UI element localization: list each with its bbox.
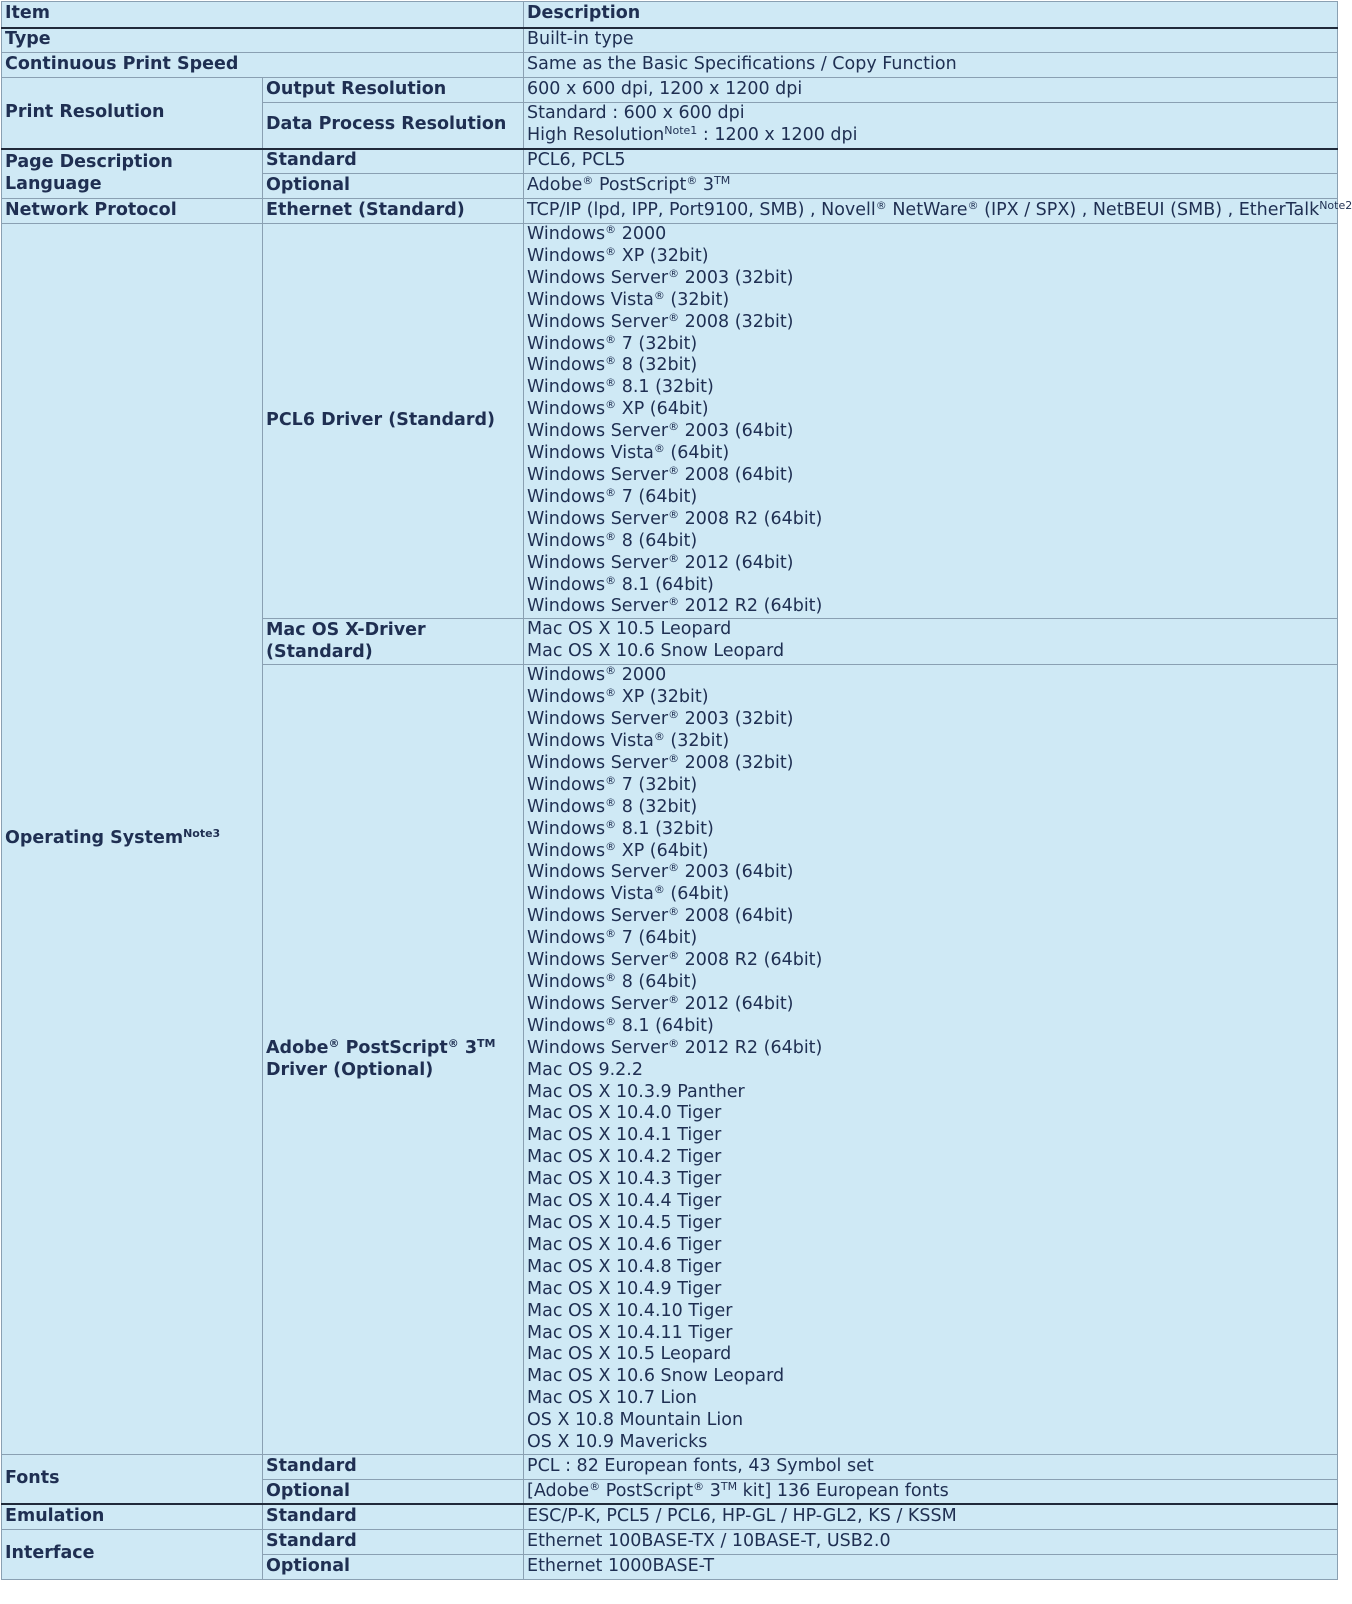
print-resolution-row: [2, 78, 1338, 103]
os-list-item: Mac OS X 10.6 Snow Leopard: [527, 641, 785, 662]
os-list-item: Mac OS X 10.4.2 Tiger: [527, 1147, 722, 1168]
os-list-item: [527, 377, 1337, 399]
data-process-label: Data Process Resolution: [263, 103, 524, 149]
interface-standard-row: [2, 1529, 1338, 1554]
os-name: Windows Server: [527, 1037, 669, 1058]
os-version: 2012 R2 (64bit): [679, 1037, 823, 1058]
fonts-optional-value: [524, 1479, 1338, 1504]
os-list-item: Mac OS X 10.6 Snow Leopard: [527, 1366, 785, 1387]
os-list-item: Mac OS X 10.5 Leopard: [527, 1344, 732, 1365]
os-name: Windows Vista: [527, 443, 654, 464]
interface-optional-value: Ethernet 1000BASE-T: [524, 1554, 1338, 1579]
high-resolution-value: : 1200 x 1200 dpi: [697, 124, 858, 145]
speed-label: Continuous Print Speed: [2, 53, 524, 78]
emulation-row: [2, 1504, 1338, 1529]
os-list-item: Mac OS X 10.4.5 Tiger: [527, 1212, 722, 1233]
fonts-standard-value: PCL : 82 European fonts, 43 Symbol set: [524, 1454, 1338, 1479]
registered-mark: ®: [693, 1479, 705, 1493]
os-name: Windows: [527, 530, 606, 551]
version-text: 3: [697, 175, 715, 196]
os-version: XP (32bit): [616, 245, 709, 266]
os-version: 2003 (32bit): [679, 267, 794, 288]
os-name: Windows: [527, 774, 606, 795]
header-description: Description: [524, 2, 1338, 28]
registered-mark: ®: [668, 1036, 680, 1050]
os-list-item: [527, 421, 1337, 443]
network-text-1: TCP/IP (lpd, IPP, Port9100, SMB) , Novell: [527, 200, 876, 221]
os-list-item: Mac OS X 10.4.10 Tiger: [527, 1300, 733, 1321]
spec-table: [1, 1, 1352, 1580]
os-list-item: Mac OS X 10.4.1 Tiger: [527, 1125, 722, 1146]
os-version: 2003 (64bit): [679, 421, 794, 442]
os-name: Windows: [527, 972, 606, 992]
os-list-item: OS X 10.8 Mountain Lion: [527, 1410, 744, 1431]
fonts-standard-label: Standard: [263, 1454, 524, 1479]
os-version: (64bit): [664, 443, 730, 464]
os-version: 7 (32bit): [616, 333, 698, 354]
registered-mark: ®: [605, 795, 617, 809]
os-list-item: [527, 906, 1337, 928]
registered-mark: ®: [668, 708, 680, 722]
fonts-label: Fonts: [2, 1454, 263, 1504]
note3-ref: Note3: [183, 827, 221, 841]
os-list-item: [527, 487, 1337, 509]
registered-mark: ®: [686, 174, 698, 188]
registered-mark: ®: [605, 686, 617, 700]
registered-mark: ®: [605, 1014, 617, 1028]
ps-label-line2: Driver (Optional): [266, 1059, 434, 1080]
os-name: Windows Vista: [527, 884, 654, 905]
os-list-item: [527, 950, 1337, 972]
network-text-2: NetWare: [886, 200, 968, 221]
registered-mark: ®: [668, 905, 680, 919]
ps-label-postscript: PostScript: [339, 1037, 448, 1058]
ps-label-adobe: Adobe: [266, 1037, 329, 1058]
os-list-item: Mac OS X 10.7 Lion: [527, 1388, 697, 1409]
os-name: Windows Server: [527, 421, 669, 442]
pdl-optional-value: [524, 174, 1338, 199]
data-process-value: [524, 103, 1338, 149]
registered-mark: ®: [605, 485, 617, 499]
registered-mark: ®: [967, 199, 979, 213]
os-list-item: [527, 731, 1337, 753]
os-list-item: OS X 10.9 Mavericks: [527, 1432, 708, 1453]
type-row: [2, 28, 1338, 53]
fonts-optional-text-2: PostScript: [600, 1480, 694, 1501]
os-list-item: [527, 797, 1337, 819]
os-list-item: [527, 531, 1337, 553]
registered-mark: ®: [653, 730, 665, 744]
registered-mark: ®: [605, 839, 617, 853]
registered-mark: ®: [653, 442, 665, 456]
pdl-optional-label: Optional: [263, 174, 524, 199]
registered-mark: ®: [668, 551, 680, 565]
registered-mark: ®: [605, 573, 617, 587]
registered-mark: ®: [605, 773, 617, 787]
os-name: Windows: [527, 840, 606, 861]
os-version: (64bit): [664, 884, 730, 905]
network-value: [524, 199, 1352, 224]
os-version: 8 (64bit): [616, 972, 698, 992]
os-list-item: Mac OS X 10.4.6 Tiger: [527, 1234, 722, 1255]
os-version: 7 (64bit): [616, 928, 698, 949]
interface-label: Interface: [2, 1529, 263, 1579]
os-list-item: Mac OS X 10.3.9 Panther: [527, 1081, 745, 1102]
os-list-item: [527, 753, 1337, 775]
registered-mark: ®: [605, 376, 617, 390]
os-list-item: [527, 884, 1337, 906]
os-version: XP (64bit): [616, 840, 709, 861]
os-version: 8 (32bit): [616, 355, 698, 376]
registered-mark: ®: [605, 332, 617, 346]
os-version: 8.1 (64bit): [616, 574, 714, 595]
os-name: Windows: [527, 665, 606, 686]
os-name: Windows Server: [527, 267, 669, 288]
os-list-item: [527, 246, 1337, 268]
high-resolution-text: High Resolution: [527, 124, 665, 145]
registered-mark: ®: [668, 992, 680, 1006]
registered-mark: ®: [605, 398, 617, 412]
header-item: Item: [2, 2, 524, 28]
os-list-item: Mac OS X 10.4.4 Tiger: [527, 1191, 722, 1212]
fonts-optional-text-3: 3: [704, 1480, 721, 1501]
os-list-item: [527, 819, 1337, 841]
registered-mark: ®: [589, 1479, 601, 1493]
network-text-3: (IPX / SPX) , NetBEUI (SMB) , EtherTalk: [978, 200, 1320, 221]
os-name: Windows: [527, 1015, 606, 1036]
os-list-item: [527, 596, 1337, 618]
os-name: Windows Vista: [527, 289, 654, 310]
os-list-item: [527, 355, 1337, 377]
os-version: 7 (32bit): [616, 774, 698, 795]
os-name: Windows: [527, 486, 606, 507]
registered-mark: ®: [668, 310, 680, 324]
registered-mark: ®: [605, 354, 617, 368]
pdl-standard-label: Standard: [263, 149, 524, 174]
os-list-item: Mac OS X 10.4.8 Tiger: [527, 1256, 722, 1277]
os-version: 8.1 (32bit): [616, 818, 714, 839]
os-list-item: [527, 443, 1337, 465]
speed-value: Same as the Basic Specifications / Copy Function: [524, 53, 1338, 78]
registered-mark: ®: [605, 817, 617, 831]
os-list-item: [527, 709, 1337, 731]
os-name: Windows Server: [527, 552, 669, 573]
os-list-item: [527, 268, 1337, 290]
os-list-item: [527, 687, 1337, 709]
type-label: Type: [2, 28, 524, 53]
os-list-item: [527, 509, 1337, 531]
os-name: Windows Server: [527, 709, 669, 730]
fonts-optional-text-4: kit] 136 European fonts: [737, 1480, 949, 1501]
os-list-item: Mac OS X 10.4.11 Tiger: [527, 1322, 733, 1343]
os-version: 2008 (64bit): [679, 906, 794, 927]
os-name: Windows: [527, 687, 606, 708]
os-list-item: [527, 290, 1337, 312]
output-resolution-value: 600 x 600 dpi, 1200 x 1200 dpi: [524, 78, 1338, 103]
os-pcl6-row: [2, 224, 1338, 619]
fonts-optional-label: Optional: [263, 1479, 524, 1504]
os-list-item: [527, 553, 1337, 575]
os-name: Windows Server: [527, 950, 669, 971]
os-version: 2008 (32bit): [679, 752, 794, 773]
os-list-item: Mac OS 9.2.2: [527, 1059, 643, 1080]
emulation-value: ESC/P-K, PCL5 / PCL6, HP-GL / HP-GL2, KS / KSSM: [524, 1504, 1338, 1529]
postscript-text: PostScript: [593, 175, 687, 196]
os-version: 8.1 (64bit): [616, 1015, 714, 1036]
note1-ref: Note1: [664, 123, 698, 137]
os-version: 8 (32bit): [616, 796, 698, 817]
os-version: 8.1 (32bit): [616, 377, 714, 398]
network-row: [2, 199, 1338, 224]
os-list-item: Mac OS X 10.4.3 Tiger: [527, 1169, 722, 1190]
registered-mark: ®: [605, 971, 617, 984]
os-list-item: Mac OS X 10.5 Leopard: [527, 619, 732, 640]
fonts-optional-text-1: [Adobe: [527, 1480, 590, 1501]
registered-mark: ®: [605, 244, 617, 258]
type-value: Built-in type: [524, 28, 1338, 53]
os-version: (32bit): [664, 289, 730, 310]
os-name: Windows Server: [527, 862, 669, 883]
interface-optional-label: Optional: [263, 1554, 524, 1579]
os-list-item: [527, 1016, 1337, 1038]
os-list-item: Mac OS X 10.4.9 Tiger: [527, 1278, 722, 1299]
os-version: 2008 R2 (64bit): [679, 508, 823, 529]
ps-label-version: 3: [458, 1037, 478, 1058]
os-version: 2012 (64bit): [679, 993, 794, 1014]
os-version: 2008 (64bit): [679, 464, 794, 485]
trademark-mark: TM: [720, 1479, 738, 1493]
header-row: [2, 2, 1338, 28]
os-version: 7 (64bit): [616, 486, 698, 507]
registered-mark: ®: [582, 174, 594, 188]
registered-mark: ®: [668, 266, 680, 280]
mac-os-list: [524, 619, 1338, 665]
pcl6-driver-label: PCL6 Driver (Standard): [263, 224, 524, 619]
os-version: XP (32bit): [616, 687, 709, 708]
interface-standard-label: Standard: [263, 1529, 524, 1554]
os-list-item: [527, 972, 1337, 994]
registered-mark: ®: [605, 223, 617, 236]
pdl-label: Page Description Language: [2, 149, 263, 199]
os-version: 2003 (64bit): [679, 862, 794, 883]
os-version: 2000: [616, 665, 667, 686]
registered-mark: ®: [668, 595, 680, 609]
os-version: 2000: [616, 224, 667, 244]
os-name: Windows Server: [527, 993, 669, 1014]
os-name: Windows: [527, 928, 606, 949]
os-name: Windows Server: [527, 906, 669, 927]
os-list-item: [527, 224, 1337, 246]
emulation-label: Emulation: [2, 1504, 263, 1529]
network-label: Network Protocol: [2, 199, 263, 224]
os-list-item: [527, 841, 1337, 863]
os-name: Windows: [527, 796, 606, 817]
mac-driver-label: Mac OS X-Driver (Standard): [263, 619, 524, 665]
os-list-item: [527, 775, 1337, 797]
os-version: 2008 (32bit): [679, 311, 794, 332]
output-resolution-label: Output Resolution: [263, 78, 524, 103]
registered-mark: ®: [875, 199, 887, 213]
os-list-item: [527, 665, 1337, 687]
fonts-standard-row: [2, 1454, 1338, 1479]
pcl6-os-list: [524, 224, 1338, 619]
registered-mark: ®: [653, 883, 665, 897]
registered-mark: ®: [668, 463, 680, 477]
os-list-item: [527, 862, 1337, 884]
speed-row: [2, 53, 1338, 78]
trademark-mark: TM: [477, 1036, 496, 1050]
os-list-item: [527, 399, 1337, 421]
registered-mark: ®: [668, 420, 680, 434]
os-label: [2, 224, 263, 1455]
pdl-standard-value: PCL6, PCL5: [524, 149, 1338, 174]
os-name: Windows Server: [527, 311, 669, 332]
os-name: Windows Server: [527, 596, 669, 617]
os-label-text: Operating System: [5, 828, 184, 849]
os-name: Windows: [527, 333, 606, 354]
os-name: Windows Server: [527, 752, 669, 773]
os-version: 2003 (32bit): [679, 709, 794, 730]
os-list-item: [527, 465, 1337, 487]
os-name: Windows: [527, 355, 606, 376]
os-list-item: [527, 1038, 1337, 1060]
interface-standard-value: Ethernet 100BASE-TX / 10BASE-T, USB2.0: [524, 1529, 1338, 1554]
data-process-high: [527, 125, 1337, 147]
os-list-item: Mac OS X 10.4.0 Tiger: [527, 1103, 722, 1124]
registered-mark: ®: [605, 927, 617, 941]
registered-mark: ®: [605, 664, 617, 678]
emulation-sub-label: Standard: [263, 1504, 524, 1529]
registered-mark: ®: [668, 751, 680, 765]
registered-mark: ®: [668, 861, 680, 875]
print-resolution-label: Print Resolution: [2, 78, 263, 149]
os-list-item: [527, 994, 1337, 1016]
os-version: 2012 (64bit): [679, 552, 794, 573]
registered-mark: ®: [668, 949, 680, 963]
os-name: Windows Server: [527, 508, 669, 529]
adobe-text: Adobe: [527, 175, 583, 196]
os-name: Windows: [527, 574, 606, 595]
os-version: (32bit): [664, 731, 730, 752]
ps-driver-label: [263, 665, 524, 1455]
os-version: 2008 R2 (64bit): [679, 950, 823, 971]
network-sub-label: Ethernet (Standard): [263, 199, 524, 224]
os-name: Windows Vista: [527, 731, 654, 752]
data-process-standard: Standard : 600 x 600 dpi: [527, 103, 745, 123]
os-name: Windows: [527, 224, 606, 244]
os-name: Windows: [527, 377, 606, 398]
os-name: Windows: [527, 245, 606, 266]
pdl-standard-row: [2, 149, 1338, 174]
os-list-item: [527, 312, 1337, 334]
os-list-item: [527, 575, 1337, 597]
ps-os-list: [524, 665, 1338, 1455]
trademark-mark: TM: [714, 174, 731, 188]
registered-mark: ®: [668, 507, 680, 521]
os-list-item: [527, 334, 1337, 356]
os-version: XP (64bit): [616, 399, 709, 420]
os-version: 8 (64bit): [616, 530, 698, 551]
registered-mark: ®: [447, 1036, 459, 1050]
registered-mark: ®: [605, 529, 617, 543]
note2-ref: Note2: [1319, 199, 1352, 213]
os-name: Windows: [527, 818, 606, 839]
registered-mark: ®: [328, 1036, 340, 1050]
os-name: Windows: [527, 399, 606, 420]
os-version: 2012 R2 (64bit): [679, 596, 823, 617]
registered-mark: ®: [653, 288, 665, 302]
os-list-item: [527, 928, 1337, 950]
os-name: Windows Server: [527, 464, 669, 485]
